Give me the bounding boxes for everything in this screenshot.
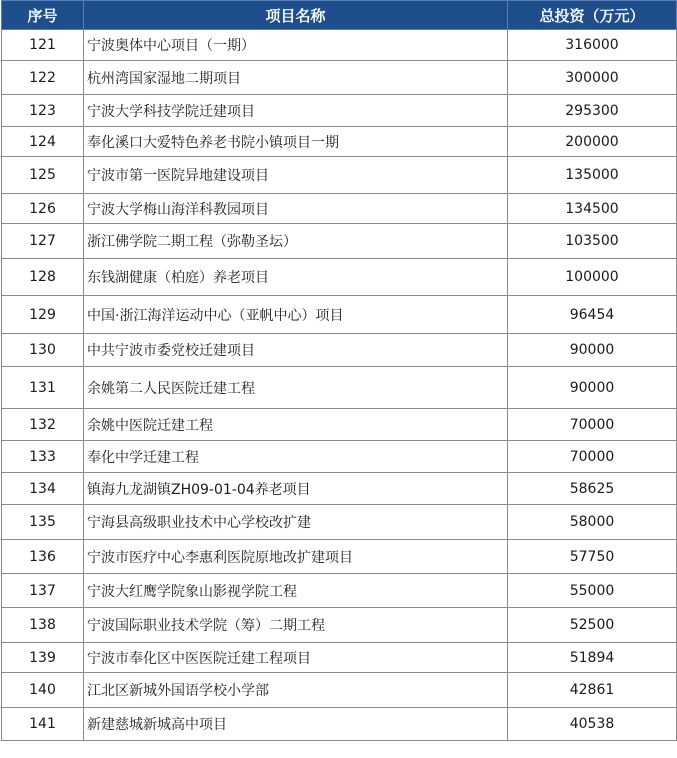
row-project-name: 新建慈城新城高中项目 <box>84 708 508 741</box>
row-investment: 70000 <box>508 441 677 473</box>
row-project-name: 余姚第二人民医院迁建工程 <box>84 367 508 409</box>
row-investment: 51894 <box>508 643 677 673</box>
table-row <box>2 441 677 473</box>
row-index: 121 <box>2 30 84 61</box>
row-index: 135 <box>2 505 84 540</box>
table-row <box>2 608 677 643</box>
row-project-name: 奉化中学迁建工程 <box>84 441 508 473</box>
row-index: 127 <box>2 224 84 259</box>
table-header <box>2 1 677 30</box>
row-project-name: 宁波市医疗中心李惠利医院原地改扩建项目 <box>84 540 508 574</box>
row-index: 134 <box>2 473 84 505</box>
row-project-name: 宁海县高级职业技术中心学校改扩建 <box>84 505 508 540</box>
row-investment: 90000 <box>508 334 677 367</box>
row-project-name: 镇海九龙湖镇ZH09-01-04养老项目 <box>84 473 508 505</box>
row-index: 131 <box>2 367 84 409</box>
table-row <box>2 224 677 259</box>
row-investment: 40538 <box>508 708 677 741</box>
row-investment: 55000 <box>508 574 677 608</box>
table-row <box>2 30 677 61</box>
header-project-name: 项目名称 <box>84 1 508 30</box>
table-row <box>2 194 677 224</box>
row-index: 132 <box>2 409 84 441</box>
row-project-name: 宁波奥体中心项目（一期） <box>84 30 508 61</box>
row-project-name: 宁波国际职业技术学院（筹）二期工程 <box>84 608 508 643</box>
row-index: 129 <box>2 296 84 334</box>
row-index: 141 <box>2 708 84 741</box>
row-investment: 58000 <box>508 505 677 540</box>
row-project-name: 中共宁波市委党校迁建项目 <box>84 334 508 367</box>
row-investment: 58625 <box>508 473 677 505</box>
row-investment: 42861 <box>508 673 677 708</box>
table-row <box>2 643 677 673</box>
row-investment: 295300 <box>508 95 677 127</box>
row-index: 139 <box>2 643 84 673</box>
row-project-name: 余姚中医院迁建工程 <box>84 409 508 441</box>
table-row <box>2 505 677 540</box>
row-index: 138 <box>2 608 84 643</box>
row-investment: 134500 <box>508 194 677 224</box>
header-row <box>2 1 677 30</box>
row-index: 136 <box>2 540 84 574</box>
row-project-name: 浙江佛学院二期工程（弥勒圣坛） <box>84 224 508 259</box>
table-row <box>2 708 677 741</box>
row-investment: 96454 <box>508 296 677 334</box>
table-row <box>2 409 677 441</box>
row-investment: 103500 <box>508 224 677 259</box>
row-investment: 200000 <box>508 127 677 157</box>
row-investment: 52500 <box>508 608 677 643</box>
table-row <box>2 95 677 127</box>
table-row <box>2 673 677 708</box>
table-row <box>2 61 677 95</box>
row-investment: 70000 <box>508 409 677 441</box>
table-row <box>2 367 677 409</box>
row-index: 133 <box>2 441 84 473</box>
row-project-name: 东钱湖健康（柏庭）养老项目 <box>84 259 508 296</box>
row-project-name: 中国·浙江海洋运动中心（亚帆中心）项目 <box>84 296 508 334</box>
table-row <box>2 473 677 505</box>
row-project-name: 奉化溪口大爱特色养老书院小镇项目一期 <box>84 127 508 157</box>
row-project-name: 宁波大学科技学院迁建项目 <box>84 95 508 127</box>
row-index: 130 <box>2 334 84 367</box>
investment-table <box>1 0 677 741</box>
row-index: 128 <box>2 259 84 296</box>
table-row <box>2 574 677 608</box>
row-index: 126 <box>2 194 84 224</box>
row-investment: 316000 <box>508 30 677 61</box>
row-index: 122 <box>2 61 84 95</box>
row-index: 140 <box>2 673 84 708</box>
row-index: 137 <box>2 574 84 608</box>
table-row <box>2 127 677 157</box>
row-project-name: 宁波市奉化区中医医院迁建工程项目 <box>84 643 508 673</box>
row-index: 123 <box>2 95 84 127</box>
row-investment: 300000 <box>508 61 677 95</box>
row-investment: 100000 <box>508 259 677 296</box>
header-index: 序号 <box>2 1 84 30</box>
table-row <box>2 259 677 296</box>
row-index: 124 <box>2 127 84 157</box>
row-investment: 90000 <box>508 367 677 409</box>
row-project-name: 宁波大学梅山海洋科教园项目 <box>84 194 508 224</box>
table-row <box>2 334 677 367</box>
row-index: 125 <box>2 157 84 194</box>
row-investment: 57750 <box>508 540 677 574</box>
row-project-name: 杭州湾国家湿地二期项目 <box>84 61 508 95</box>
row-investment: 135000 <box>508 157 677 194</box>
row-project-name: 江北区新城外国语学校小学部 <box>84 673 508 708</box>
table-row <box>2 296 677 334</box>
table-body <box>2 30 677 741</box>
row-project-name: 宁波大红鹰学院象山影视学院工程 <box>84 574 508 608</box>
header-total-investment: 总投资（万元） <box>508 1 677 30</box>
table-row <box>2 540 677 574</box>
table-row <box>2 157 677 194</box>
row-project-name: 宁波市第一医院异地建设项目 <box>84 157 508 194</box>
